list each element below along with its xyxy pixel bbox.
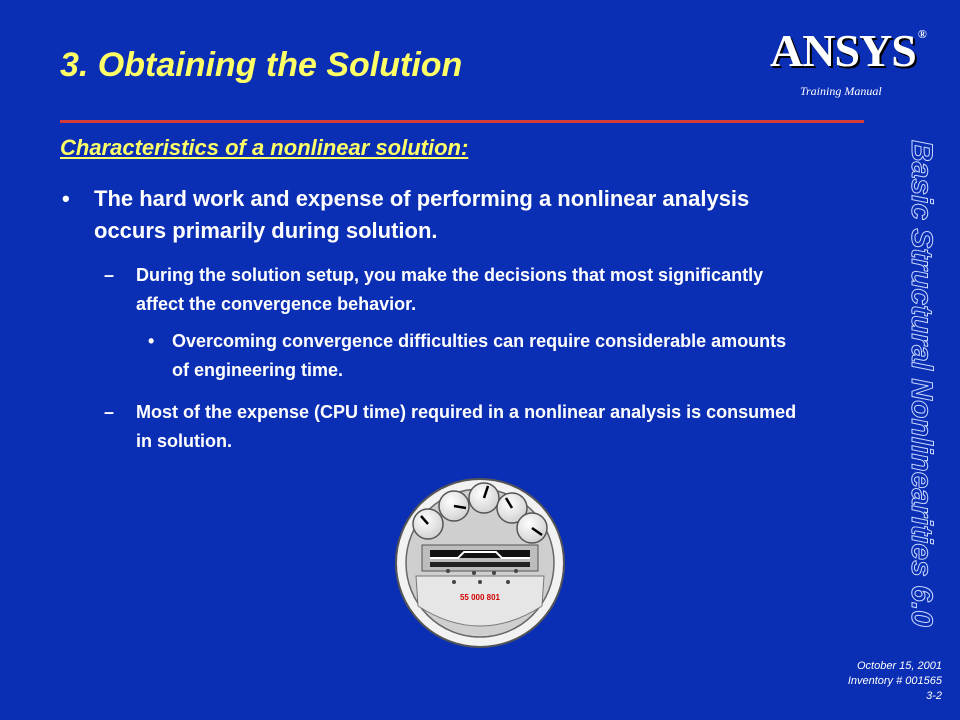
meter-readout: 55 000 801: [459, 593, 501, 602]
bullet-text: Most of the expense (CPU time) required in a nonlinear analysis is consumed in solution.: [136, 402, 797, 451]
dial-3: [469, 483, 499, 513]
training-manual-label: Training Manual: [800, 84, 882, 98]
dash-marker: –: [104, 402, 115, 422]
vertical-course-title: Basic Structural Nonlinearities 6.0: [905, 140, 938, 627]
slide-footer: [848, 659, 942, 704]
section-subtitle: Characteristics of a nonlinear solution:: [60, 135, 469, 160]
registered-mark: ®: [917, 27, 926, 41]
bullet-level3: [148, 327, 788, 385]
bullet-level1: [62, 183, 802, 247]
dash-marker: –: [104, 265, 115, 285]
bullet-level2-setup: [104, 261, 804, 319]
title-divider: [60, 120, 864, 123]
ansys-logo: [770, 25, 926, 76]
footer-inventory: Inventory # 001565: [847, 675, 942, 687]
dial-5: [517, 513, 547, 543]
utility-meter-illustration: [392, 478, 568, 648]
bullet-marker: •: [148, 331, 155, 351]
bullet-text: During the solution setup, you make the decisions that most significantly affect the convergence behavior.: [136, 265, 764, 314]
dial-2: [439, 491, 469, 521]
logo-text: ANSYS: [770, 25, 916, 76]
bullet-marker: •: [62, 186, 70, 211]
bullet-level2-expense: [104, 398, 804, 456]
bullet-text: Overcoming convergence difficulties can require considerable amounts of engineering time.: [172, 331, 787, 380]
footer-date: October 15, 2001: [856, 660, 942, 672]
bullet-text: The hard work and expense of performing a nonlinear analysis occurs primarily during solution.: [94, 186, 750, 243]
page-number: 3-2: [926, 690, 942, 702]
dial-1: [413, 509, 443, 539]
slide-title: 3. Obtaining the Solution: [60, 46, 463, 84]
